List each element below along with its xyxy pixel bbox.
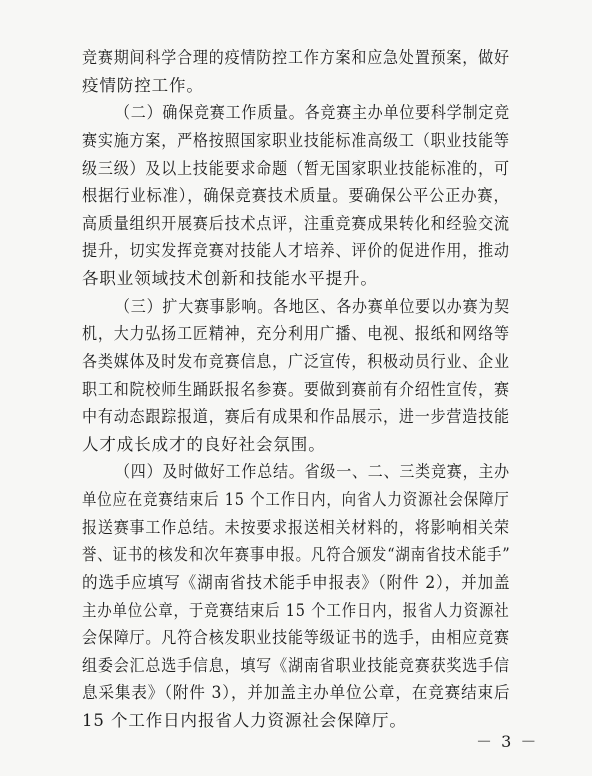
page-number: － 3 － <box>476 732 539 751</box>
text-line: 15 个工作日内报省人力资源社会保障厅。 <box>82 711 407 730</box>
text-line: 竞赛期间科学合理的疫情防控工作方案和应急处置预案，做好 <box>82 48 510 67</box>
text-line: 赛实施方案，严格按照国家职业技能标准高级工（职业技能等 <box>82 130 510 150</box>
text-line: 主办单位公章，于竞赛结束后 15 个工作日内，报省人力资源社 <box>82 600 510 620</box>
text-line: 单位应在竞赛结束后 15 个工作日内，向省人力资源社会保障厅 <box>82 490 510 509</box>
text-line: 职工和院校师生踊跃报名参赛。要做到赛前有介绍性宣传，赛 <box>82 379 510 399</box>
text-line: 疫情防控工作。 <box>82 75 204 95</box>
section-heading-line: （四）及时做好工作总结。省级一、二、三类竞赛，主办 <box>115 462 510 482</box>
text-line: 的选手应填写《湖南省技术能手申报表》（附件 2），并加盖 <box>82 572 511 592</box>
text-line: 誉、证书的核发和次年赛事申报。凡符合颁发“湖南省技术能手” <box>82 545 511 565</box>
text-line: 各职业领域技术创新和技能水平提升。 <box>82 269 378 288</box>
text-line: 中有动态跟踪报道，赛后有成果和作品展示，进一步营造技能 <box>82 407 510 427</box>
text-line: 组委会汇总选手信息，填写《湖南省职业技能竞赛获奖选手信 <box>82 655 510 675</box>
text-line: 提升，切实发挥竞赛对技能人才培养、评价的促进作用，推动 <box>82 241 510 261</box>
text-line: 各类媒体及时发布竞赛信息，广泛宣传，积极动员行业、企业 <box>82 351 510 371</box>
text-line: 机，大力弘扬工匠精神，充分利用广播、电视、报纸和网络等 <box>82 324 510 344</box>
text-line: 会保障厅。凡符合核发职业技能等级证书的选手，由相应竞赛 <box>82 628 510 648</box>
text-line: 级三级）及以上技能要求命题（暂无国家职业技能标准的，可 <box>82 158 510 178</box>
text-line: 报送赛事工作总结。未按要求报送相关材料的，将影响相关荣 <box>82 517 510 537</box>
section-heading-line: （三）扩大赛事影响。各地区、各办赛单位要以办赛为契 <box>115 296 510 316</box>
section-heading-line: （二）确保竞赛工作质量。各竞赛主办单位要科学制定竞 <box>115 103 510 123</box>
text-line: 高质量组织开展赛后技术点评，注重竞赛成果转化和经验交流 <box>82 213 510 233</box>
text-line: 根据行业标准），确保竞赛技术质量。要确保公平公正办赛， <box>82 186 510 206</box>
text-line: 人才成长成才的良好社会氛围。 <box>82 434 326 454</box>
text-line: 息采集表》（附件 3），并加盖主办单位公章，在竞赛结束后 <box>82 683 511 703</box>
